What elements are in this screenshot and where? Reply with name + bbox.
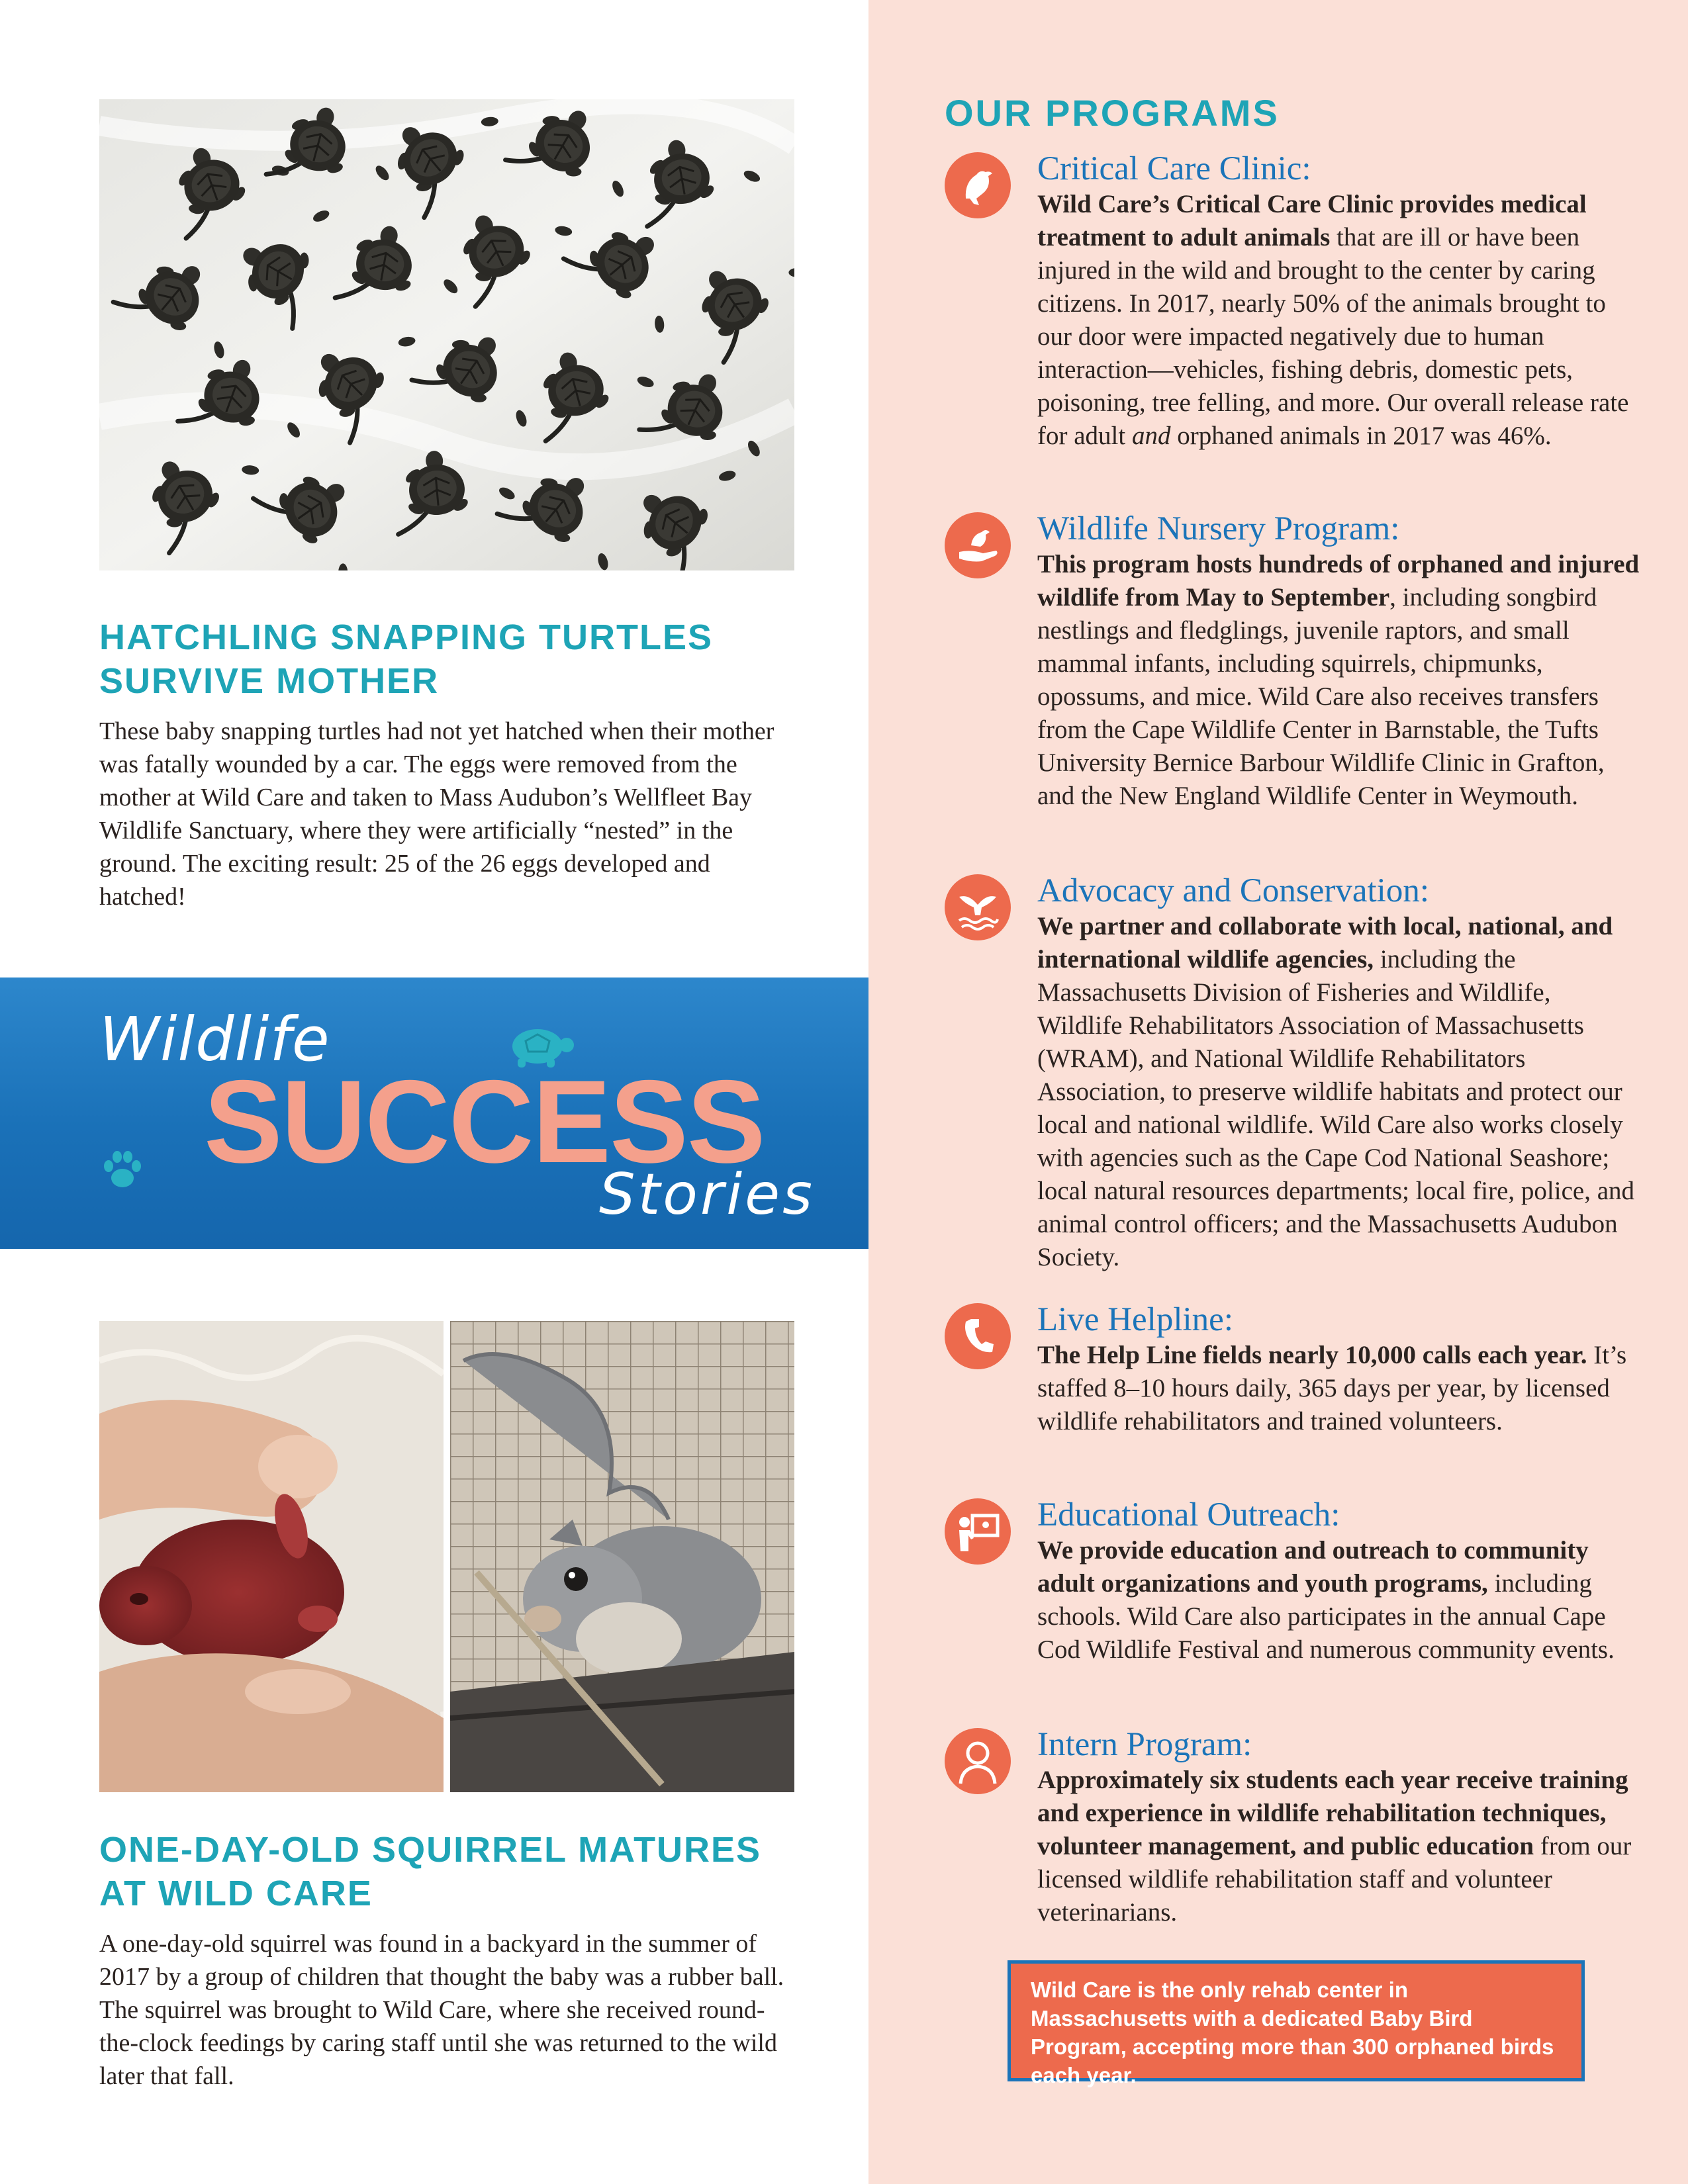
newborn-squirrel-photo [99,1321,444,1792]
program-critical-care [945,150,1640,453]
banner-success-text: SUCCESS [204,1056,765,1187]
program-description: The Help Line fields nearly 10,000 calls each year. It’s staffed 8–10 hours daily, 365 days per year, by licensed wildlife rehabilitators and trained volunteers. [1037,1341,1627,1435]
presentation-icon [945,1498,1011,1565]
program-wildlife-nursery [945,510,1640,813]
banner-stories-text: Stories [599,1161,815,1228]
program-title: Wildlife Nursery Program: [1037,510,1400,547]
juvenile-squirrel-photo [450,1321,794,1792]
phone-icon [945,1303,1011,1369]
squirrel-story-text: A one-day-old squirrel was found in a backyard in the summer of 2017 by a group of children that thought the baby was a rubber ball. The squirrel was brought to Wild Care, where she received round-the-clock feedings by caring staff until she was returned to the wild later that fall. [99,1930,784,2090]
our-programs-heading: OUR PROGRAMS [945,92,1280,134]
banner-wildlife-text: Wildlife [99,1004,330,1075]
program-educational-outreach [945,1496,1640,1666]
program-title: Intern Program: [1037,1726,1252,1763]
whale-tail-icon [945,874,1011,940]
paw-icon [99,1146,146,1193]
program-description: Approximately six students each year receive training and experience in wildlife rehabilitation techniques, volunteer management, and public education from our licensed wildlife rehabilitation staff and volunteer veterinarians. [1037,1766,1632,1927]
program-title: Advocacy and Conservation: [1037,872,1430,909]
program-live-helpline [945,1300,1640,1438]
turtle-story-heading: HATCHLING SNAPPING TURTLES SURVIVE MOTHER [99,617,713,701]
baby-bird-callout: Wild Care is the only rehab center in Massachusetts with a dedicated Baby Bird Program, accepting more than 300 orphaned birds each year. [1008,1960,1585,2081]
bird-icon [945,152,1011,218]
success-stories-banner [0,978,868,1249]
program-title: Live Helpline: [1037,1301,1233,1338]
program-title: Educational Outreach: [1037,1496,1340,1533]
program-description: This program hosts hundreds of orphaned and injured wildlife from May to September, including songbird nestlings and fledglings, juvenile raptors, and small mammal infants, including squirrels, chipmunks, opossums, and mice. Wild Care also receives transfers from the Cape Wildlife Center in Barnstable, the Tufts University Bernice Barbour Wildlife Clinic in Grafton, and the New England Wildlife Center in Weymouth. [1037,550,1640,810]
hand-bird-icon [945,512,1011,578]
programs-column [868,0,1688,2184]
turtles-photo [99,99,794,570]
squirrel-story-heading: ONE-DAY-OLD SQUIRREL MATURES AT WILD CARE [99,1830,762,1913]
program-advocacy [945,872,1640,1274]
program-description: Wild Care’s Critical Care Clinic provides medical treatment to adult animals that are ill or have been injured in the wild and brought to the center by caring citizens. In 2017, nearly 50% of the animals brought to our door were impacted negatively due to human interaction—vehicles, fishing debris, domestic pets, poisoning, tree felling, and more. Our overall release rate for adult and orphaned animals in 2017 was 46%. [1037,190,1629,450]
program-description: We partner and collaborate with local, national, and international wildlife agencies, including the Massachusetts Division of Fisheries and Wildlife, Wildlife Rehabilitators Association of Massachusetts (WRAM), and National Wildlife Rehabilitators Association, to preserve wildlife habitats and protect our local and national wildlife. Wild Care also works closely with agencies such as the Cape Cod National Seashore; local natural resources departments; local fire, police, and animal control officers; and the Massachusetts Audubon Society. [1037,912,1635,1271]
turtle-story-text: These baby snapping turtles had not yet hatched when their mother was fatally wounded by a car. The eggs were removed from the mother at Wild Care and taken to Mass Audubon’s Wellfleet Bay Wildlife Sanctuary, where they were artificially “nested” in the ground. The exciting result: 25 of the 26 eggs developed and hatched! [99,717,774,911]
person-icon [945,1728,1011,1794]
program-title: Critical Care Clinic: [1037,150,1311,187]
program-intern [945,1725,1640,1929]
program-description: We provide education and outreach to community adult organizations and youth programs, including schools. Wild Care also participates in the annual Cape Cod Wildlife Festival and numerous community events. [1037,1536,1615,1664]
